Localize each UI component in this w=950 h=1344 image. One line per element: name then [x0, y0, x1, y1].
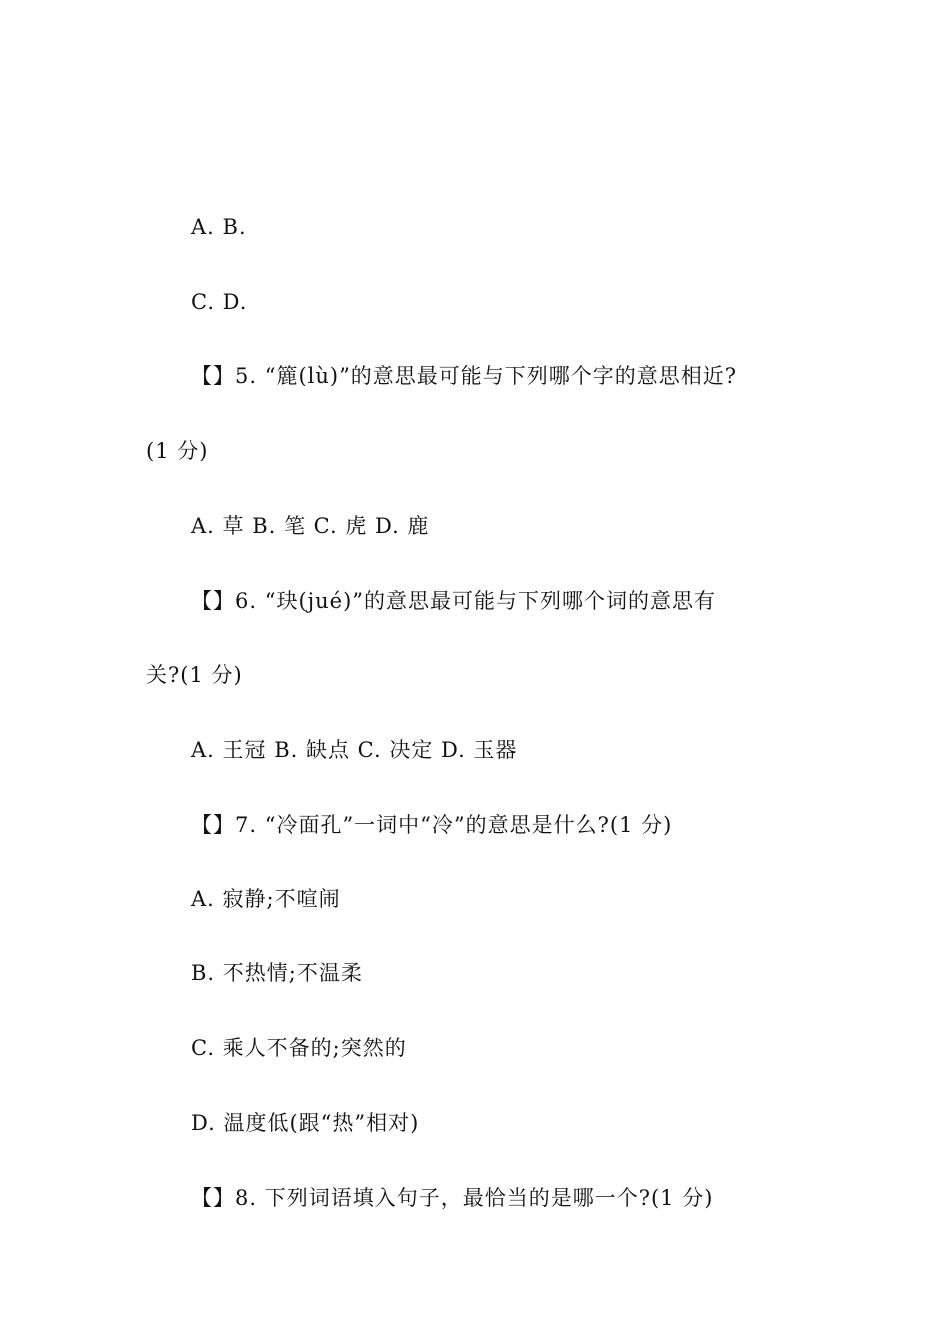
q5-stem: 【】5. “簏(lù)”的意思最可能与下列哪个字的意思相近?	[191, 364, 738, 388]
q7-stem: 【】7. “冷面孔”一词中“冷”的意思是什么?(1 分)	[191, 813, 673, 837]
q7-option-d: D. 温度低(跟“热”相对)	[191, 1111, 420, 1135]
q6-stem-continued: 关?(1 分)	[146, 663, 243, 687]
q6-options: A. 王冠 B. 缺点 C. 决定 D. 玉器	[191, 738, 518, 762]
q5-stem-continued: (1 分)	[146, 439, 209, 463]
q7-option-a: A. 寂静;不喧闹	[191, 887, 341, 911]
q4-options-ab: A. B.	[191, 215, 247, 239]
q5-options: A. 草 B. 笔 C. 虎 D. 鹿	[191, 514, 430, 538]
q4-options-cd: C. D.	[191, 290, 248, 314]
q7-option-b: B. 不热情;不温柔	[191, 961, 363, 985]
q7-option-c: C. 乘人不备的;突然的	[191, 1036, 407, 1060]
q8-stem: 【】8. 下列词语填入句子，最恰当的是哪一个?(1 分)	[191, 1186, 714, 1210]
q6-stem: 【】6. “玦(jué)”的意思最可能与下列哪个词的意思有	[191, 589, 717, 613]
